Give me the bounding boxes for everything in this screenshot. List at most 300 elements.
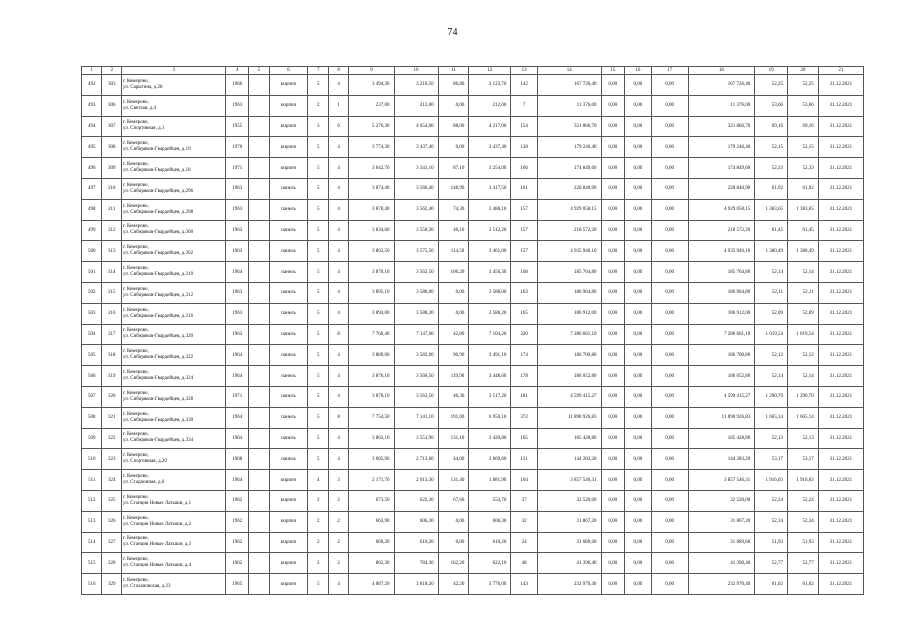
cell-text: 186 912,00 xyxy=(727,311,751,317)
address-cell xyxy=(121,366,226,387)
cell-text: 2 669,60 xyxy=(488,456,507,462)
cell-text: 513 xyxy=(87,519,96,525)
table-cell xyxy=(537,199,601,220)
table-cell xyxy=(511,449,538,470)
table-cell xyxy=(308,220,328,241)
table-cell xyxy=(625,532,652,553)
table-cell xyxy=(511,303,538,324)
table-cell xyxy=(269,262,308,283)
table-row xyxy=(82,553,864,574)
table-cell xyxy=(438,366,469,387)
cell-text: 0,00 xyxy=(633,560,643,566)
column-header: 2 xyxy=(102,67,121,75)
cell-text: 327 xyxy=(107,539,116,545)
table-cell xyxy=(818,303,863,324)
cell-text: панель xyxy=(281,415,296,421)
table-cell xyxy=(755,470,788,491)
cell-text: 512 xyxy=(87,498,96,504)
table-cell xyxy=(349,532,394,553)
cell-text: 32 520,00 xyxy=(730,498,751,504)
table-cell xyxy=(469,158,511,179)
table-cell xyxy=(651,95,688,116)
cell-text: 52,33 xyxy=(802,165,814,171)
column-header: 16 xyxy=(625,67,652,75)
table-cell xyxy=(328,366,348,387)
table-cell xyxy=(102,220,121,241)
table-cell xyxy=(688,241,755,262)
cell-text: г. Кемерово, xyxy=(122,432,149,438)
cell-text: г. Кемерово, xyxy=(122,370,149,376)
cell-text: 1 383,65 xyxy=(796,207,814,213)
address-cell xyxy=(121,574,226,595)
table-cell xyxy=(511,199,538,220)
table-cell xyxy=(226,75,249,96)
cell-text: 0,00 xyxy=(665,477,675,483)
address-cell xyxy=(121,386,226,407)
column-header: 1 xyxy=(82,67,102,75)
cell-text: 0,00 xyxy=(608,394,618,400)
cell-text: панель xyxy=(281,331,296,337)
cell-text: ул. Сибиряков-Гвардейцев, д.300 xyxy=(122,230,194,236)
table-cell xyxy=(269,490,308,511)
table-cell xyxy=(438,220,469,241)
cell-text: 0,00 xyxy=(455,290,465,296)
table-cell xyxy=(601,75,625,96)
cell-text: 44,00 xyxy=(453,456,465,462)
cell-text: 498 xyxy=(87,207,96,213)
cell-text: 31 689,60 xyxy=(576,539,597,545)
cell-text: г. Кемерово, xyxy=(122,390,149,396)
cell-text: 31 867,20 xyxy=(730,519,751,525)
table-cell xyxy=(601,574,625,595)
table-cell xyxy=(651,407,688,428)
table-cell xyxy=(349,220,394,241)
table-cell xyxy=(249,574,269,595)
cell-text: 186 052,80 xyxy=(574,373,597,379)
cell-text: 24 xyxy=(521,539,527,545)
table-cell xyxy=(438,345,469,366)
cell-text: кирпич xyxy=(280,144,297,150)
cell-text: 2 xyxy=(316,519,320,525)
table-cell xyxy=(601,490,625,511)
column-header: 11 xyxy=(438,67,469,75)
table-cell xyxy=(511,490,538,511)
table-cell xyxy=(308,178,328,199)
cell-text: г. Кемерово, xyxy=(122,99,149,105)
cell-text: 163 xyxy=(520,290,528,296)
table-cell xyxy=(308,262,328,283)
cell-text: 1964 xyxy=(232,373,243,379)
cell-text: 4 xyxy=(337,186,340,192)
cell-text: 5 xyxy=(316,331,320,337)
table-cell xyxy=(226,345,249,366)
table-cell xyxy=(787,345,818,366)
table-cell xyxy=(688,262,755,283)
table-cell xyxy=(308,137,328,158)
table-cell xyxy=(269,241,308,262)
cell-text: 51,93 xyxy=(771,539,783,545)
cell-text: 0,00 xyxy=(633,103,643,109)
table-cell xyxy=(601,220,625,241)
cell-text: 3 494,30 xyxy=(372,82,390,88)
table-cell xyxy=(308,303,328,324)
cell-text: 0,00 xyxy=(665,519,675,525)
cell-text: 5 xyxy=(316,207,320,213)
cell-text: 1962 xyxy=(232,498,243,504)
cell-text: 329 xyxy=(107,581,116,587)
table-cell xyxy=(625,158,652,179)
column-header: 13 xyxy=(511,67,538,75)
cell-text: г. Кемерово, xyxy=(122,557,149,563)
table-cell xyxy=(601,137,625,158)
cell-text: 2 013,30 xyxy=(416,477,434,483)
table-cell xyxy=(601,407,625,428)
cell-text: г. Кемерово, xyxy=(122,203,149,209)
table-cell xyxy=(349,449,394,470)
cell-text: 500 xyxy=(87,248,96,254)
table-cell xyxy=(469,241,511,262)
cell-text: 2 xyxy=(337,519,340,525)
cell-text: г. Кемерово, xyxy=(122,536,149,542)
column-header: 21 xyxy=(818,67,863,75)
table-cell xyxy=(755,199,788,220)
table-cell xyxy=(755,366,788,387)
cell-text: 312 xyxy=(107,227,116,233)
table-row xyxy=(82,199,864,220)
table-cell xyxy=(688,553,755,574)
table-cell xyxy=(469,303,511,324)
address-cell xyxy=(121,178,226,199)
table-cell xyxy=(226,303,249,324)
table-cell xyxy=(511,324,538,345)
cell-text: 157 xyxy=(520,207,528,213)
cell-text: 7 760,40 xyxy=(372,331,390,337)
cell-text: 315 xyxy=(107,290,116,296)
cell-text: 11 890 926,83 xyxy=(721,415,751,421)
cell-text: ул. Сибиряков-Гвардейцев, д.328 xyxy=(122,396,194,402)
table-cell xyxy=(625,490,652,511)
cell-text: 3 xyxy=(316,123,320,129)
cell-text: 186 700,80 xyxy=(727,352,751,358)
cell-text: 0,00 xyxy=(633,123,643,129)
table-cell xyxy=(308,574,328,595)
table-cell xyxy=(249,532,269,553)
cell-text: 212,00 xyxy=(419,103,434,109)
cell-text: 31.12.2021 xyxy=(829,581,853,587)
cell-text: 3 563,50 xyxy=(416,394,434,400)
table-cell xyxy=(308,366,328,387)
table-cell xyxy=(818,199,863,220)
cell-text: 0,00 xyxy=(665,539,675,545)
table-cell xyxy=(688,386,755,407)
table-cell xyxy=(249,116,269,137)
table-cell xyxy=(82,490,102,511)
table-cell xyxy=(818,75,863,96)
cell-text: 41 390,40 xyxy=(730,560,751,566)
table-cell xyxy=(394,532,438,553)
table-cell xyxy=(469,449,511,470)
table-cell xyxy=(787,116,818,137)
cell-text: 5 xyxy=(316,144,320,150)
cell-text: 4 xyxy=(337,269,340,275)
table-cell xyxy=(601,199,625,220)
table-cell xyxy=(438,407,469,428)
cell-text: 3 863,50 xyxy=(372,248,390,254)
cell-text: 1964 xyxy=(232,477,243,483)
table-cell xyxy=(308,345,328,366)
table-cell xyxy=(688,75,755,96)
table-cell xyxy=(328,241,348,262)
cell-text: кирпич xyxy=(280,477,297,483)
cell-text: 5 xyxy=(316,415,320,421)
table-cell xyxy=(755,137,788,158)
table-cell xyxy=(226,574,249,595)
table-cell xyxy=(511,282,538,303)
cell-text: 1 019,54 xyxy=(765,331,783,337)
table-cell xyxy=(511,220,538,241)
table-cell xyxy=(82,199,102,220)
table-cell xyxy=(651,262,688,283)
cell-text: 186 912,00 xyxy=(574,311,597,317)
table-cell xyxy=(438,241,469,262)
cell-text: 32 xyxy=(521,519,527,525)
table-cell xyxy=(308,241,328,262)
table-cell xyxy=(226,407,249,428)
cell-text: 0,00 xyxy=(665,82,675,88)
table-cell xyxy=(787,324,818,345)
cell-text: 309 xyxy=(107,165,116,171)
table-cell xyxy=(651,470,688,491)
cell-text: 53,66 xyxy=(771,103,783,109)
table-cell xyxy=(82,262,102,283)
cell-text: 154 xyxy=(520,123,528,129)
table-cell xyxy=(651,449,688,470)
table-cell xyxy=(308,158,328,179)
table-cell xyxy=(308,199,328,220)
table-cell xyxy=(249,303,269,324)
table-cell xyxy=(226,178,249,199)
table-cell xyxy=(511,553,538,574)
cell-text: кирпич xyxy=(280,560,297,566)
table-cell xyxy=(818,116,863,137)
table-cell xyxy=(688,574,755,595)
cell-text: 316 xyxy=(107,311,116,317)
cell-text: 3 437,40 xyxy=(488,144,507,150)
table-cell xyxy=(394,449,438,470)
cell-text: 31 689,60 xyxy=(730,539,751,545)
cell-text: ул. Сибиряков-Гвардейцев, д.334 xyxy=(122,438,194,444)
cell-text: 1963 xyxy=(232,207,243,213)
table-cell xyxy=(625,470,652,491)
cell-text: 1962 xyxy=(232,539,243,545)
cell-text: ул. Сибиряков-Гвардейцев, д.18 xyxy=(122,168,191,174)
cell-text: 52,34 xyxy=(802,519,814,525)
cell-text: 506 xyxy=(87,373,96,379)
table-cell xyxy=(349,490,394,511)
cell-text: 52,15 xyxy=(771,144,783,150)
cell-text: 1 916,03 xyxy=(765,477,783,483)
cell-text: 4 xyxy=(337,394,340,400)
cell-text: 4 xyxy=(337,227,340,233)
table-cell xyxy=(818,324,863,345)
table-cell xyxy=(269,449,308,470)
table-cell xyxy=(651,199,688,220)
cell-text: 0,00 xyxy=(633,373,643,379)
table-cell xyxy=(537,532,601,553)
cell-text: 0,00 xyxy=(665,311,675,317)
cell-text: 3 123,70 xyxy=(488,82,507,88)
cell-text: 509 xyxy=(87,435,96,441)
cell-text: 610,20 xyxy=(419,539,434,545)
table-cell xyxy=(249,220,269,241)
cell-text: 31.12.2021 xyxy=(829,186,853,192)
table-cell xyxy=(651,116,688,137)
cell-text: 0,00 xyxy=(608,560,618,566)
table-cell xyxy=(755,490,788,511)
table-cell xyxy=(349,324,394,345)
table-cell xyxy=(226,241,249,262)
cell-text: 212,00 xyxy=(492,103,507,109)
table-cell xyxy=(308,470,328,491)
table-cell xyxy=(537,220,601,241)
table-cell xyxy=(269,345,308,366)
cell-text: панель xyxy=(281,456,296,462)
cell-text: 5 xyxy=(316,290,320,296)
table-cell xyxy=(469,220,511,241)
table-cell xyxy=(308,407,328,428)
address-cell xyxy=(121,345,226,366)
table-cell xyxy=(537,470,601,491)
cell-text: 1955 xyxy=(232,123,243,129)
cell-text: ул. Сибиряков-Гвардейцев, д.330 xyxy=(122,417,194,423)
table-cell xyxy=(349,158,394,179)
table-cell xyxy=(328,158,348,179)
cell-text: 1 665,14 xyxy=(765,415,783,421)
table-cell xyxy=(537,282,601,303)
table-cell xyxy=(755,532,788,553)
page-number: 74 xyxy=(447,27,458,38)
table-cell xyxy=(349,75,394,96)
column-header: 18 xyxy=(688,67,755,75)
cell-text: 321 866,70 xyxy=(727,123,751,129)
cell-text: 61,45 xyxy=(771,227,783,233)
cell-text: 31.12.2021 xyxy=(829,82,853,88)
cell-text: 3 517,20 xyxy=(488,394,507,400)
table-row xyxy=(82,178,864,199)
cell-text: 3 488,10 xyxy=(488,207,507,213)
table-cell xyxy=(511,137,538,158)
cell-text: 5 xyxy=(316,311,320,317)
cell-text: 0,00 xyxy=(665,269,675,275)
cell-text: 1963 xyxy=(232,331,243,337)
column-header: 19 xyxy=(755,67,788,75)
cell-text: 218 572,20 xyxy=(574,227,597,233)
cell-text: 1968 xyxy=(232,456,243,462)
table-cell xyxy=(394,158,438,179)
address-cell xyxy=(121,553,226,574)
table-cell xyxy=(249,553,269,574)
cell-text: 148,90 xyxy=(450,186,465,192)
table-cell xyxy=(82,386,102,407)
cell-text: 1966 xyxy=(232,82,243,88)
data-table xyxy=(81,66,864,595)
cell-text: 157 xyxy=(520,248,528,254)
table-cell xyxy=(438,386,469,407)
table-cell xyxy=(102,470,121,491)
cell-text: 31.12.2021 xyxy=(829,165,853,171)
cell-text: 232 970,40 xyxy=(727,581,751,587)
table-cell xyxy=(308,116,328,137)
cell-text: 6 950,10 xyxy=(488,415,507,421)
table-cell xyxy=(349,241,394,262)
cell-text: 46,30 xyxy=(453,394,465,400)
cell-text: г. Кемерово, xyxy=(122,515,149,521)
table-cell xyxy=(438,178,469,199)
cell-text: 4 xyxy=(316,477,320,483)
cell-text: ул. Стадионная, д.6 xyxy=(122,480,165,486)
table-cell xyxy=(226,553,249,574)
cell-text: 515 xyxy=(87,560,96,566)
cell-text: 3 857 546,31 xyxy=(570,477,597,483)
table-cell xyxy=(511,262,538,283)
cell-text: 0,00 xyxy=(608,207,618,213)
table-cell xyxy=(249,386,269,407)
table-cell xyxy=(328,178,348,199)
cell-text: панель xyxy=(281,435,296,441)
table-cell xyxy=(82,366,102,387)
table-cell xyxy=(755,553,788,574)
cell-text: 3 863,10 xyxy=(372,435,390,441)
table-cell xyxy=(755,345,788,366)
cell-text: 0,00 xyxy=(665,207,675,213)
cell-text: 3 870,10 xyxy=(372,269,390,275)
table-cell xyxy=(787,490,818,511)
cell-text: 0,00 xyxy=(665,290,675,296)
table-cell xyxy=(755,262,788,283)
cell-text: 52,14 xyxy=(771,269,783,275)
cell-text: кирпич xyxy=(280,82,297,88)
cell-text: 52,14 xyxy=(802,373,814,379)
cell-text: 185 764,80 xyxy=(727,269,751,275)
table-cell xyxy=(469,574,511,595)
table-cell xyxy=(601,470,625,491)
table-cell xyxy=(601,324,625,345)
cell-text: 0,00 xyxy=(633,394,643,400)
table-cell xyxy=(625,241,652,262)
cell-text: 310 xyxy=(107,186,116,192)
table-cell xyxy=(226,470,249,491)
cell-text: панель xyxy=(281,248,296,254)
column-header: 15 xyxy=(601,67,625,75)
table-cell xyxy=(328,386,348,407)
cell-text: 1964 xyxy=(232,415,243,421)
cell-text: 328 xyxy=(107,560,116,566)
cell-text: 52,13 xyxy=(771,435,783,441)
cell-text: 52,14 xyxy=(802,269,814,275)
table-cell xyxy=(438,303,469,324)
table-cell xyxy=(102,158,121,179)
cell-text: 1963 xyxy=(232,186,243,192)
table-cell xyxy=(755,407,788,428)
table-cell xyxy=(511,178,538,199)
cell-text: 303 xyxy=(107,82,116,88)
table-cell xyxy=(102,574,121,595)
cell-text: 41 390,40 xyxy=(576,560,597,566)
table-cell xyxy=(625,282,652,303)
cell-text: 31.12.2021 xyxy=(829,103,853,109)
cell-text: 3 512,20 xyxy=(488,227,507,233)
cell-text: 4 xyxy=(337,290,340,296)
